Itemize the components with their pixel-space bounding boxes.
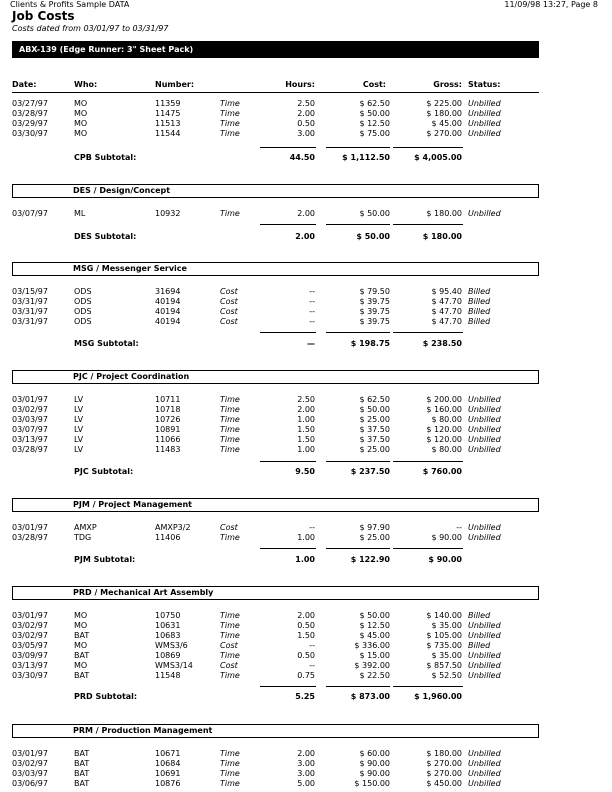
row-cost: $ 79.50 — [359, 287, 390, 296]
row-hours: 3.00 — [297, 129, 315, 138]
row-who: MO — [74, 109, 88, 118]
subtotal-rule — [393, 332, 463, 333]
row-hours: 1.00 — [297, 445, 315, 454]
row-date: 03/02/97 — [12, 631, 48, 640]
row-type: Cost — [220, 297, 238, 306]
row-gross: $ 47.70 — [431, 307, 462, 316]
subtotal-rule — [326, 147, 390, 148]
column-header-gross: Gross: — [433, 80, 462, 89]
row-hours: -- — [309, 523, 315, 532]
row-hours: 1.00 — [297, 415, 315, 424]
subtotal-label: CPB Subtotal: — [74, 153, 137, 162]
row-number: 11513 — [155, 119, 181, 128]
row-number: 40194 — [155, 317, 181, 326]
row-date: 03/01/97 — [12, 395, 48, 404]
row-hours: 0.50 — [297, 621, 315, 630]
row-status: Unbilled — [468, 109, 501, 118]
row-number: 10750 — [155, 611, 181, 620]
row-type: Time — [220, 651, 240, 660]
row-cost: $ 50.00 — [359, 611, 390, 620]
row-cost: $ 25.00 — [359, 445, 390, 454]
row-hours: -- — [309, 287, 315, 296]
row-date: 03/01/97 — [12, 611, 48, 620]
row-cost: $ 97.90 — [359, 523, 390, 532]
row-hours: 1.00 — [297, 533, 315, 542]
row-gross: $ 120.00 — [426, 425, 462, 434]
subtotal-cost: $ 198.75 — [350, 339, 390, 348]
row-status: Unbilled — [468, 651, 501, 660]
row-who: MO — [74, 99, 88, 108]
subtotal-hours: 44.50 — [289, 153, 315, 162]
row-date: 03/05/97 — [12, 641, 48, 650]
row-hours: 2.00 — [297, 611, 315, 620]
row-cost: $ 90.00 — [359, 759, 390, 768]
subtotal-hours: 9.50 — [295, 467, 315, 476]
row-number: 10671 — [155, 749, 181, 758]
row-date: 03/31/97 — [12, 307, 48, 316]
row-number: 10684 — [155, 759, 181, 768]
column-header-hours: Hours: — [285, 80, 315, 89]
row-number: 10932 — [155, 209, 181, 218]
task-header-box: MSG / Messenger Service — [12, 262, 539, 276]
row-number: 11406 — [155, 533, 181, 542]
row-cost: $ 25.00 — [359, 415, 390, 424]
row-gross: $ 120.00 — [426, 435, 462, 444]
row-number: 11359 — [155, 99, 181, 108]
row-number: 31694 — [155, 287, 181, 296]
row-type: Cost — [220, 317, 238, 326]
row-date: 03/03/97 — [12, 769, 48, 778]
row-number: 11066 — [155, 435, 181, 444]
subtotal-rule — [326, 686, 390, 687]
row-gross: $ 105.00 — [426, 631, 462, 640]
row-type: Time — [220, 631, 240, 640]
row-date: 03/02/97 — [12, 621, 48, 630]
row-hours: 1.50 — [297, 425, 315, 434]
row-date: 03/07/97 — [12, 425, 48, 434]
row-who: ODS — [74, 297, 92, 306]
row-type: Time — [220, 209, 240, 218]
row-who: MO — [74, 641, 88, 650]
row-number: 10726 — [155, 415, 181, 424]
row-hours: 0.50 — [297, 119, 315, 128]
row-number: 11548 — [155, 671, 181, 680]
row-status: Unbilled — [468, 209, 501, 218]
subtotal-rule — [326, 332, 390, 333]
row-gross: $ 95.40 — [431, 287, 462, 296]
row-gross: $ 45.00 — [431, 119, 462, 128]
subtotal-label: PJM Subtotal: — [74, 555, 136, 564]
row-gross: $ 180.00 — [426, 209, 462, 218]
row-status: Unbilled — [468, 661, 501, 670]
row-status: Unbilled — [468, 759, 501, 768]
row-date: 03/01/97 — [12, 523, 48, 532]
column-header-cost: Cost: — [362, 80, 386, 89]
row-gross: $ 90.00 — [431, 533, 462, 542]
row-status: Billed — [468, 297, 491, 306]
row-date: 03/31/97 — [12, 297, 48, 306]
subtotal-rule — [393, 461, 463, 462]
subtotal-gross: $ 760.00 — [422, 467, 462, 476]
row-hours: -- — [309, 307, 315, 316]
task-header-box: PRD / Mechanical Art Assembly — [12, 586, 539, 600]
subtotal-gross: $ 90.00 — [428, 555, 462, 564]
row-type: Time — [220, 425, 240, 434]
subtotal-gross: $ 238.50 — [422, 339, 462, 348]
row-type: Time — [220, 119, 240, 128]
row-hours: 0.75 — [297, 671, 315, 680]
row-who: BAT — [74, 651, 90, 660]
subtotal-rule — [326, 224, 390, 225]
row-hours: -- — [309, 297, 315, 306]
row-number: 10891 — [155, 425, 181, 434]
row-type: Time — [220, 395, 240, 404]
row-date: 03/07/97 — [12, 209, 48, 218]
row-cost: $ 39.75 — [359, 317, 390, 326]
row-date: 03/15/97 — [12, 287, 48, 296]
column-header-date: Date: — [12, 80, 37, 89]
row-status: Unbilled — [468, 119, 501, 128]
task-header-box: PJC / Project Coordination — [12, 370, 539, 384]
row-cost: $ 37.50 — [359, 425, 390, 434]
row-type: Time — [220, 749, 240, 758]
row-status: Unbilled — [468, 769, 501, 778]
row-type: Time — [220, 671, 240, 680]
subtotal-gross: $ 1,960.00 — [414, 692, 462, 701]
row-hours: 0.50 — [297, 651, 315, 660]
row-date: 03/01/97 — [12, 749, 48, 758]
row-type: Time — [220, 533, 240, 542]
subtotal-rule — [260, 461, 316, 462]
subtotal-cost: $ 1,112.50 — [342, 153, 390, 162]
row-cost: $ 75.00 — [359, 129, 390, 138]
row-type: Time — [220, 769, 240, 778]
row-who: MO — [74, 611, 88, 620]
row-status: Unbilled — [468, 445, 501, 454]
row-number: 10683 — [155, 631, 181, 640]
row-cost: $ 150.00 — [354, 779, 390, 788]
subtotal-gross: $ 4,005.00 — [414, 153, 462, 162]
row-number: 10631 — [155, 621, 181, 630]
row-date: 03/28/97 — [12, 533, 48, 542]
row-type: Cost — [220, 641, 238, 650]
row-gross: $ 140.00 — [426, 611, 462, 620]
row-date: 03/28/97 — [12, 445, 48, 454]
row-type: Time — [220, 445, 240, 454]
row-date: 03/31/97 — [12, 317, 48, 326]
row-hours: 2.00 — [297, 109, 315, 118]
row-cost: $ 25.00 — [359, 533, 390, 542]
row-number: WMS3/6 — [155, 641, 188, 650]
row-hours: 1.50 — [297, 631, 315, 640]
row-status: Unbilled — [468, 631, 501, 640]
row-status: Billed — [468, 611, 491, 620]
row-who: BAT — [74, 749, 90, 758]
task-header-box: PJM / Project Management — [12, 498, 539, 512]
row-number: 11483 — [155, 445, 181, 454]
row-hours: -- — [309, 317, 315, 326]
row-gross: $ 270.00 — [426, 769, 462, 778]
row-cost: $ 50.00 — [359, 209, 390, 218]
subtotal-rule — [393, 686, 463, 687]
row-status: Unbilled — [468, 435, 501, 444]
row-gross: $ 735.00 — [426, 641, 462, 650]
row-hours: 1.50 — [297, 435, 315, 444]
row-cost: $ 60.00 — [359, 749, 390, 758]
row-cost: $ 39.75 — [359, 297, 390, 306]
row-type: Time — [220, 405, 240, 414]
row-status: Unbilled — [468, 129, 501, 138]
subtotal-rule — [326, 548, 390, 549]
row-date: 03/30/97 — [12, 129, 48, 138]
row-cost: $ 50.00 — [359, 405, 390, 414]
row-status: Billed — [468, 641, 491, 650]
row-date: 03/28/97 — [12, 109, 48, 118]
row-cost: $ 15.00 — [359, 651, 390, 660]
row-gross: $ 35.00 — [431, 621, 462, 630]
row-hours: -- — [309, 641, 315, 650]
row-status: Unbilled — [468, 415, 501, 424]
row-type: Time — [220, 759, 240, 768]
row-hours: -- — [309, 661, 315, 670]
row-number: 10691 — [155, 769, 181, 778]
subtotal-cost: $ 237.50 — [350, 467, 390, 476]
row-gross: $ 857.50 — [426, 661, 462, 670]
row-number: WMS3/14 — [155, 661, 193, 670]
subtotal-label: PRD Subtotal: — [74, 692, 138, 701]
row-cost: $ 45.00 — [359, 631, 390, 640]
row-hours: 3.00 — [297, 769, 315, 778]
row-who: BAT — [74, 779, 90, 788]
row-type: Time — [220, 621, 240, 630]
row-date: 03/02/97 — [12, 405, 48, 414]
subtotal-rule — [326, 461, 390, 462]
row-cost: $ 90.00 — [359, 769, 390, 778]
subtotal-rule — [260, 224, 316, 225]
row-status: Unbilled — [468, 621, 501, 630]
row-number: 10718 — [155, 405, 181, 414]
row-status: Unbilled — [468, 395, 501, 404]
row-who: LV — [74, 395, 84, 404]
row-status: Unbilled — [468, 533, 501, 542]
row-type: Cost — [220, 287, 238, 296]
row-date: 03/29/97 — [12, 119, 48, 128]
row-date: 03/13/97 — [12, 435, 48, 444]
column-header-status: Status: — [468, 80, 501, 89]
row-gross: $ 52.50 — [431, 671, 462, 680]
row-date: 03/06/97 — [12, 779, 48, 788]
row-hours: 2.50 — [297, 395, 315, 404]
row-date: 03/30/97 — [12, 671, 48, 680]
row-who: MO — [74, 129, 88, 138]
subtotal-rule — [260, 332, 316, 333]
row-gross: $ 225.00 — [426, 99, 462, 108]
row-gross: $ 450.00 — [426, 779, 462, 788]
subtotal-gross: $ 180.00 — [422, 232, 462, 241]
row-who: ODS — [74, 317, 92, 326]
row-date: 03/02/97 — [12, 759, 48, 768]
row-who: LV — [74, 425, 84, 434]
row-gross: $ 80.00 — [431, 445, 462, 454]
subtotal-rule — [393, 224, 463, 225]
row-who: MO — [74, 661, 88, 670]
row-who: ODS — [74, 307, 92, 316]
task-header-box: DES / Design/Concept — [12, 184, 539, 198]
row-who: MO — [74, 119, 88, 128]
subtotal-hours: — — [307, 339, 315, 348]
row-hours: 3.00 — [297, 759, 315, 768]
row-gross: -- — [456, 523, 462, 532]
row-who: LV — [74, 435, 84, 444]
row-who: BAT — [74, 631, 90, 640]
app-name: Clients & Profits Sample DATA — [10, 0, 130, 9]
row-number: 10876 — [155, 779, 181, 788]
row-hours: 5.00 — [297, 779, 315, 788]
row-type: Time — [220, 435, 240, 444]
row-gross: $ 180.00 — [426, 749, 462, 758]
datetime-page: 11/09/98 13:27, Page 8 — [504, 0, 598, 9]
subtotal-rule — [260, 686, 316, 687]
row-number: AMXP3/2 — [155, 523, 191, 532]
job-header-bar: ABX-139 (Edge Runner: 3" Sheet Pack) — [12, 41, 539, 58]
row-hours: 2.00 — [297, 405, 315, 414]
subtotal-hours: 1.00 — [295, 555, 315, 564]
subtotal-cost: $ 122.90 — [350, 555, 390, 564]
row-cost: $ 12.50 — [359, 621, 390, 630]
row-hours: 2.00 — [297, 749, 315, 758]
row-status: Unbilled — [468, 671, 501, 680]
subtotal-cost: $ 873.00 — [350, 692, 390, 701]
row-cost: $ 50.00 — [359, 109, 390, 118]
row-gross: $ 47.70 — [431, 317, 462, 326]
row-who: BAT — [74, 759, 90, 768]
row-who: ML — [74, 209, 86, 218]
row-status: Billed — [468, 287, 491, 296]
row-gross: $ 35.00 — [431, 651, 462, 660]
subtotal-rule — [260, 147, 316, 148]
row-cost: $ 39.75 — [359, 307, 390, 316]
row-date: 03/03/97 — [12, 415, 48, 424]
row-who: AMXP — [74, 523, 97, 532]
row-cost: $ 12.50 — [359, 119, 390, 128]
row-number: 40194 — [155, 307, 181, 316]
row-type: Time — [220, 611, 240, 620]
row-who: LV — [74, 415, 84, 424]
row-who: LV — [74, 405, 84, 414]
row-number: 11475 — [155, 109, 181, 118]
column-header-number: Number: — [155, 80, 195, 89]
row-cost: $ 22.50 — [359, 671, 390, 680]
row-type: Time — [220, 129, 240, 138]
subtotal-rule — [393, 548, 463, 549]
row-who: BAT — [74, 671, 90, 680]
row-gross: $ 47.70 — [431, 297, 462, 306]
subtotal-hours: 2.00 — [295, 232, 315, 241]
row-hours: 2.50 — [297, 99, 315, 108]
row-status: Unbilled — [468, 99, 501, 108]
row-number: 10711 — [155, 395, 181, 404]
row-who: ODS — [74, 287, 92, 296]
row-hours: 2.00 — [297, 209, 315, 218]
report-title: Job Costs — [12, 9, 75, 23]
row-number: 10869 — [155, 651, 181, 660]
row-cost: $ 62.50 — [359, 99, 390, 108]
row-cost: $ 392.00 — [354, 661, 390, 670]
subtotal-rule — [393, 147, 463, 148]
row-status: Billed — [468, 307, 491, 316]
row-gross: $ 270.00 — [426, 759, 462, 768]
header-divider — [12, 92, 539, 93]
row-type: Cost — [220, 307, 238, 316]
task-header-box: PRM / Production Management — [12, 724, 539, 738]
row-who: BAT — [74, 769, 90, 778]
row-who: LV — [74, 445, 84, 454]
row-type: Time — [220, 99, 240, 108]
subtotal-label: PJC Subtotal: — [74, 467, 134, 476]
row-status: Unbilled — [468, 779, 501, 788]
row-date: 03/13/97 — [12, 661, 48, 670]
row-type: Cost — [220, 523, 238, 532]
row-type: Time — [220, 779, 240, 788]
row-gross: $ 160.00 — [426, 405, 462, 414]
row-type: Time — [220, 109, 240, 118]
column-header-who: Who: — [74, 80, 98, 89]
row-cost: $ 37.50 — [359, 435, 390, 444]
row-cost: $ 62.50 — [359, 395, 390, 404]
row-who: TDG — [74, 533, 92, 542]
row-date: 03/27/97 — [12, 99, 48, 108]
row-gross: $ 180.00 — [426, 109, 462, 118]
row-number: 11544 — [155, 129, 181, 138]
row-status: Unbilled — [468, 523, 501, 532]
row-gross: $ 80.00 — [431, 415, 462, 424]
subtotal-rule — [260, 548, 316, 549]
subtotal-cost: $ 50.00 — [356, 232, 390, 241]
row-who: MO — [74, 621, 88, 630]
row-gross: $ 200.00 — [426, 395, 462, 404]
row-status: Unbilled — [468, 425, 501, 434]
row-status: Billed — [468, 317, 491, 326]
row-type: Cost — [220, 661, 238, 670]
subtotal-label: DES Subtotal: — [74, 232, 137, 241]
subtotal-label: MSG Subtotal: — [74, 339, 139, 348]
row-type: Time — [220, 415, 240, 424]
row-status: Unbilled — [468, 749, 501, 758]
report-subtitle: Costs dated from 03/01/97 to 03/31/97 — [12, 24, 169, 33]
subtotal-hours: 5.25 — [295, 692, 315, 701]
row-date: 03/09/97 — [12, 651, 48, 660]
row-number: 40194 — [155, 297, 181, 306]
row-status: Unbilled — [468, 405, 501, 414]
row-cost: $ 336.00 — [354, 641, 390, 650]
row-gross: $ 270.00 — [426, 129, 462, 138]
